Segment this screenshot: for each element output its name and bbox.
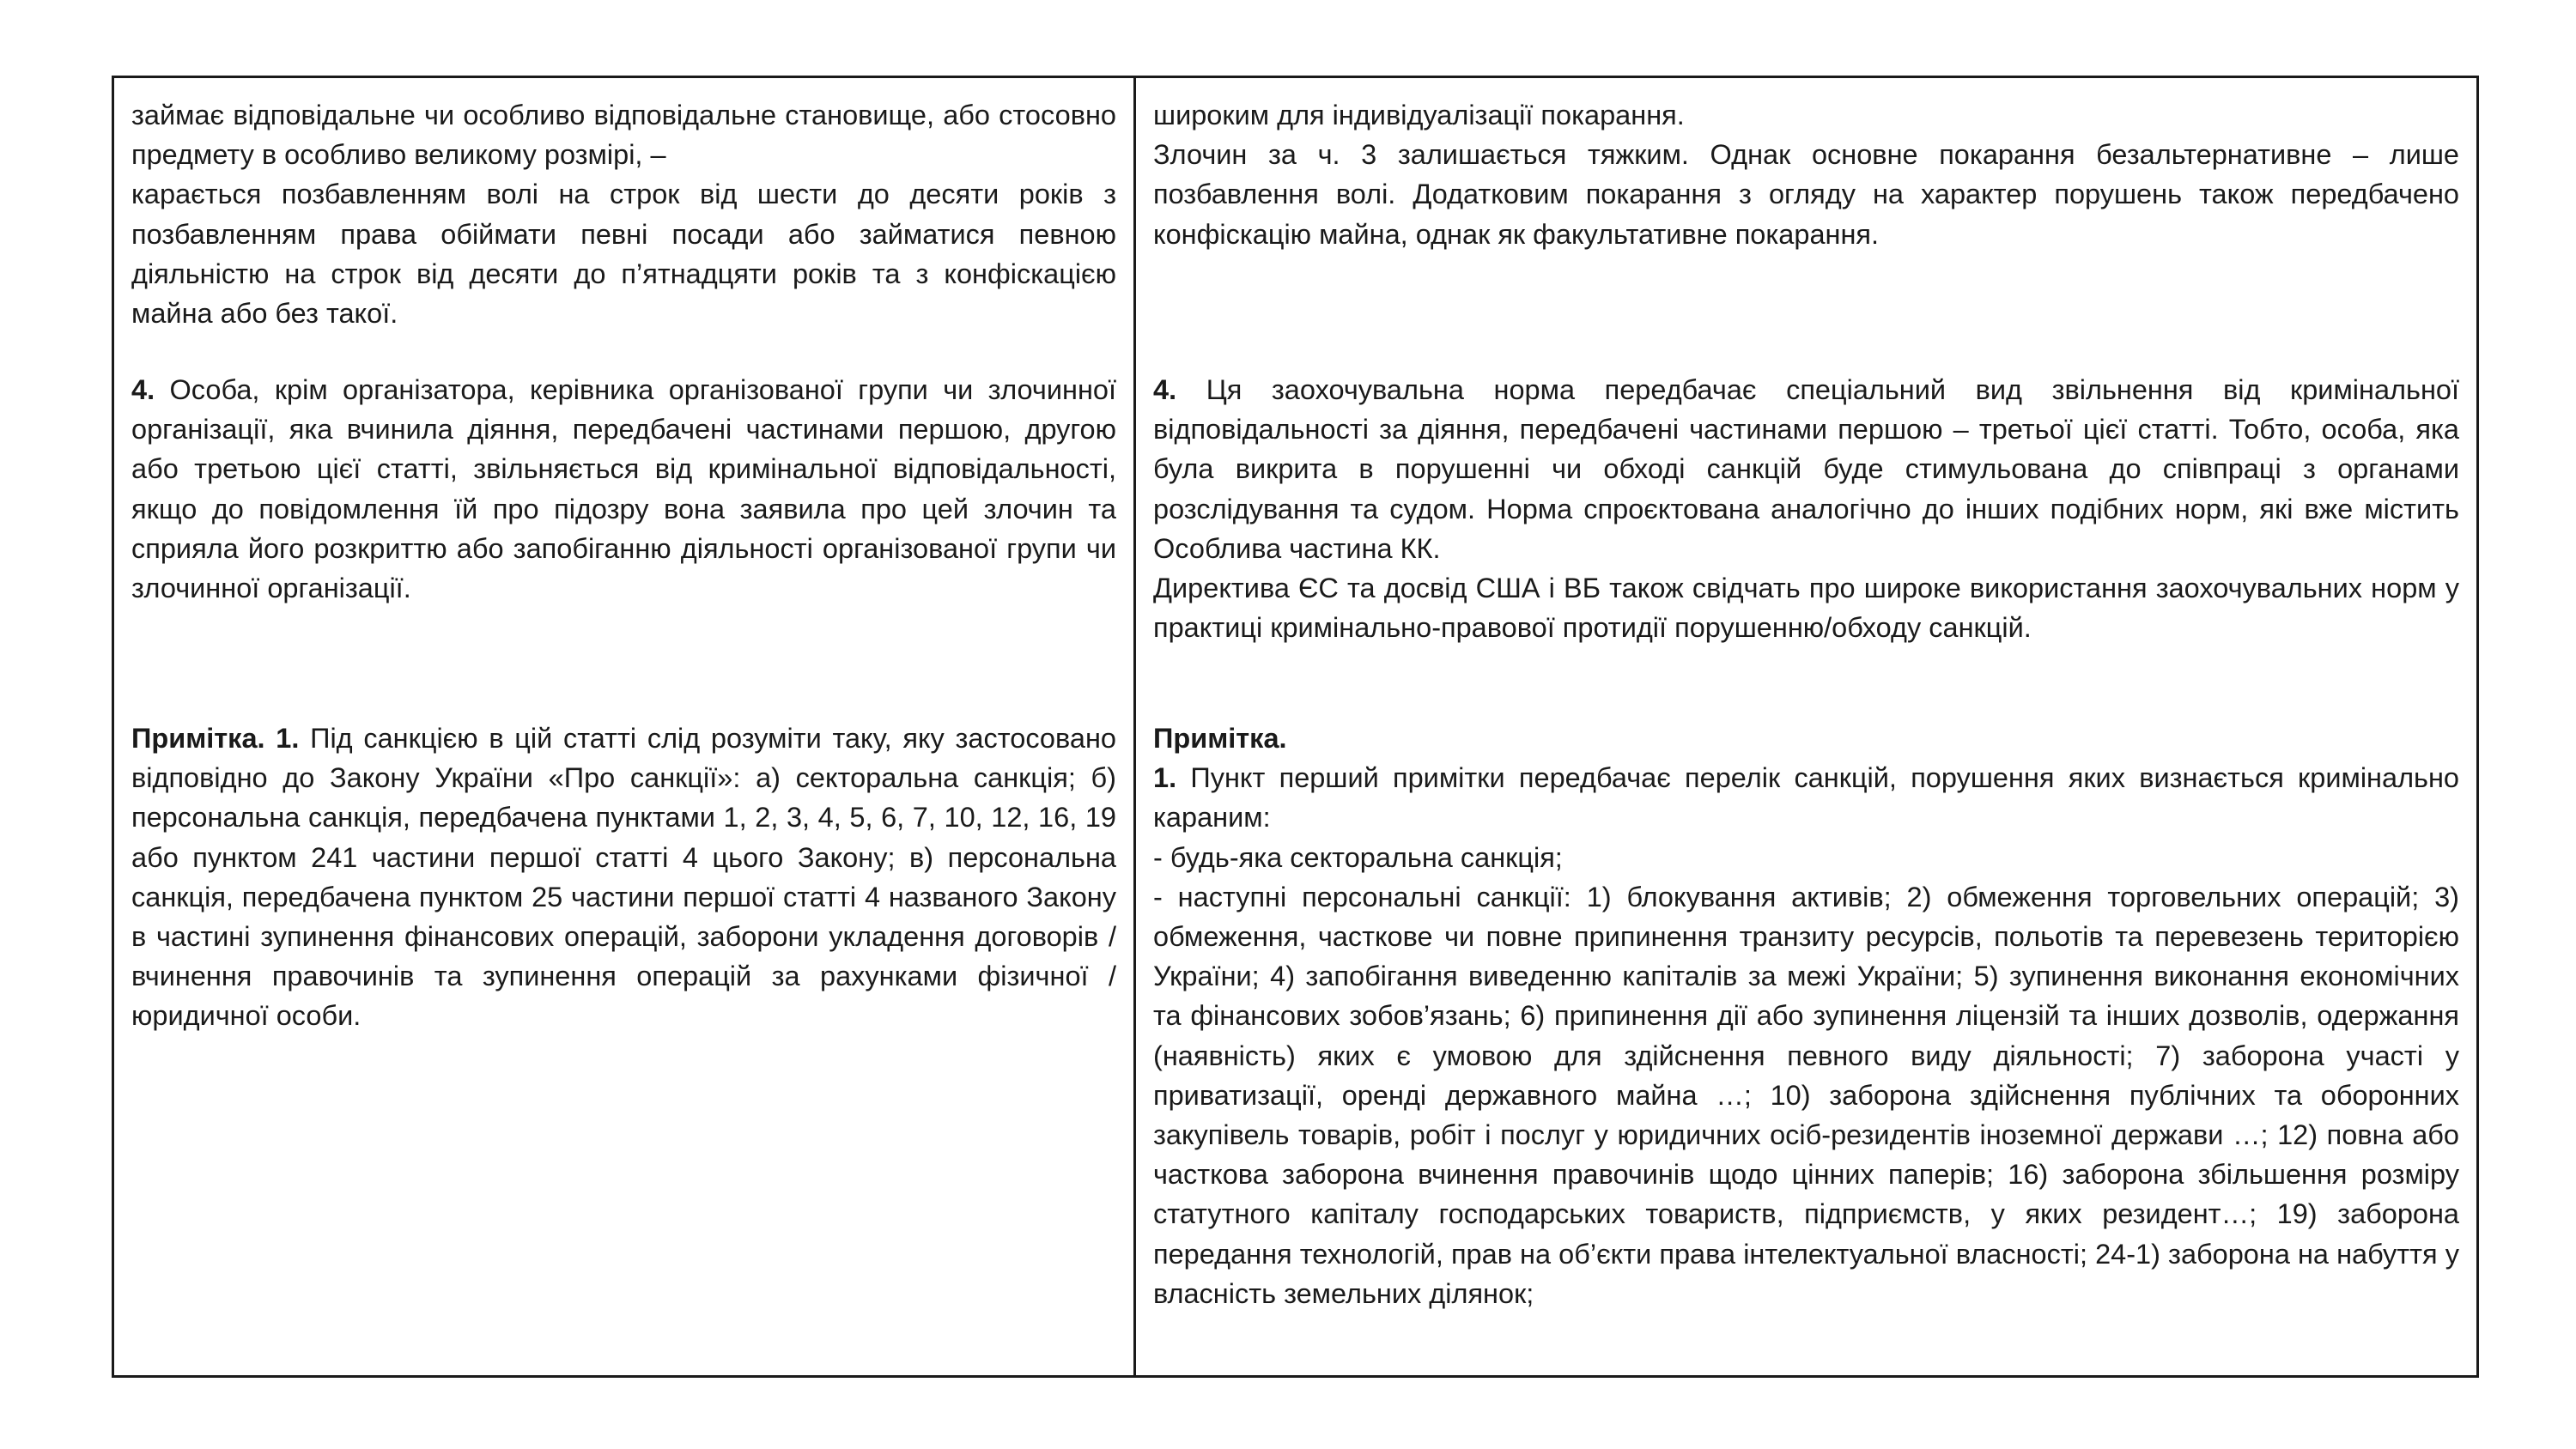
left-block-3 [114, 718, 1133, 1036]
right-note-item-1: - будь-яка секторальна санкція; [1153, 841, 1563, 873]
note-number: 1. [1153, 762, 1177, 794]
right-point-4 [1153, 370, 2459, 568]
right-paragraph-2: Злочин за ч. 3 залишається тяжким. Однак основне покарання безальтернативне – лише позбавлення волі. Додатковим покарання з огляду на характер порушень також передбачено конфіскацію майна, однак як факультативне покарання. [1153, 139, 2459, 250]
left-paragraph-1: займає відповідальне чи особливо відповідальне становище, або стосовно предмету в особливо великому розмірі, – [131, 100, 1116, 171]
right-point-4-extra: Директива ЄС та досвід США і ВБ також свідчать про широке використання заохочувальних норм у практиці кримінально-правової протидії порушенню/обходу санкцій. [1153, 573, 2459, 644]
point-number: 4. [131, 374, 155, 405]
right-paragraph-1: широким для індивідуалізації покарання. [1153, 100, 1685, 130]
note-text: Пункт перший примітки передбачає перелік санкцій, порушення яких визнається кримінально караним: [1153, 762, 2459, 834]
right-note-item-2: - наступні персональні санкції: 1) блокування активів; 2) обмеження торговельних операцій; 3) обмеження, часткове чи повне припинення транзиту ресурсів, польотів та перевезень територією України; 4) запобігання виведенню капіталів за межі України; 5) зупинення виконання економічних та фінансових зобов’язань; 6) припинення дії або зупинення ліцензій та інших дозволів, одержання (наявність) яких є умовою для здійснення певного виду діяльності; 7) заборона участі у приватизації, оренді державного майна …; 10) заборона здійснення публічних та оборонних закупівель товарів, робіт і послуг у юридичних осіб-резидентів іноземної держави …; 12) повна або часткова заборона вчинення правочинів щодо цінних паперів; 16) заборона збільшення розміру статутного капіталу господарських товариств, підприємств, у яких резидент…; 19) заборона передання технологій, прав на об’єкти права інтелектуальної власності; 24-1) заборона на набуття у власність земельних ділянок; [1153, 881, 2459, 1309]
note-heading: Примітка. 1. [131, 723, 300, 754]
point-text: Особа, крім організатора, керівника організованої групи чи злочинної організації, яка вчинила діяння, передбачені частинами першою, другою або третьою цієї статті, звільняється від кримінальної відповідальності, якщо до повідомлення їй про підозру вона заявила про цей злочин та сприяла його розкриттю або запобіганню діяльності організованої групи чи злочинної організації. [131, 374, 1116, 604]
right-block-1 [1136, 95, 2476, 254]
point-text: Ця заохочувальна норма передбачає спеціальний вид звільнення від кримінальної відповідальності за діяння, передбачені частинами першою – третьої цієї статті. Тобто, особа, яка була викрита в порушенні чи обході санкцій буде стимульована до співпраці з органами розслідування та судом. Норма спроєктована аналогічно до інших подібних норм, які вже містить Особлива частина КК. [1153, 374, 2459, 564]
right-note-point-1 [1153, 758, 2459, 837]
right-column [1136, 78, 2476, 1375]
point-number: 4. [1153, 374, 1177, 405]
right-block-3 [1136, 718, 2476, 1313]
left-column [114, 78, 1136, 1375]
left-point-4 [131, 370, 1116, 608]
note-text: Під санкцією в цій статті слід розуміти таку, яку застосовано відповідно до Закону України «Про санкції»: а) секторальна санкція; б) персональна санкція, передбачена пунктами 1, 2, 3, 4, 5, 6, 7, 10, 12, 16, 19 або пунктом 241 частини першої статті 4 цього Закону; в) персональна санкція, передбачена пунктом 25 частини першої статті 4 названого Закону в частині зупинення фінансових операцій, заборони укладення договорів / вчинення правочинів та зупинення операцій за рахунками фізичної / юридичної особи. [131, 723, 1117, 1032]
right-block-2 [1136, 370, 2476, 647]
document-table [112, 76, 2479, 1378]
left-block-1 [114, 95, 1133, 333]
left-block-2 [114, 370, 1133, 608]
left-paragraph-2: карається позбавленням волі на строк від шести до десяти років з позбавленням права обіймати певні посади або займатися певною діяльністю на строк від десяти до п’ятнадцяти років та з конфіскацією майна або без такої. [131, 179, 1116, 330]
right-note-heading: Примітка. [1153, 723, 1287, 754]
left-note [131, 718, 1116, 1036]
